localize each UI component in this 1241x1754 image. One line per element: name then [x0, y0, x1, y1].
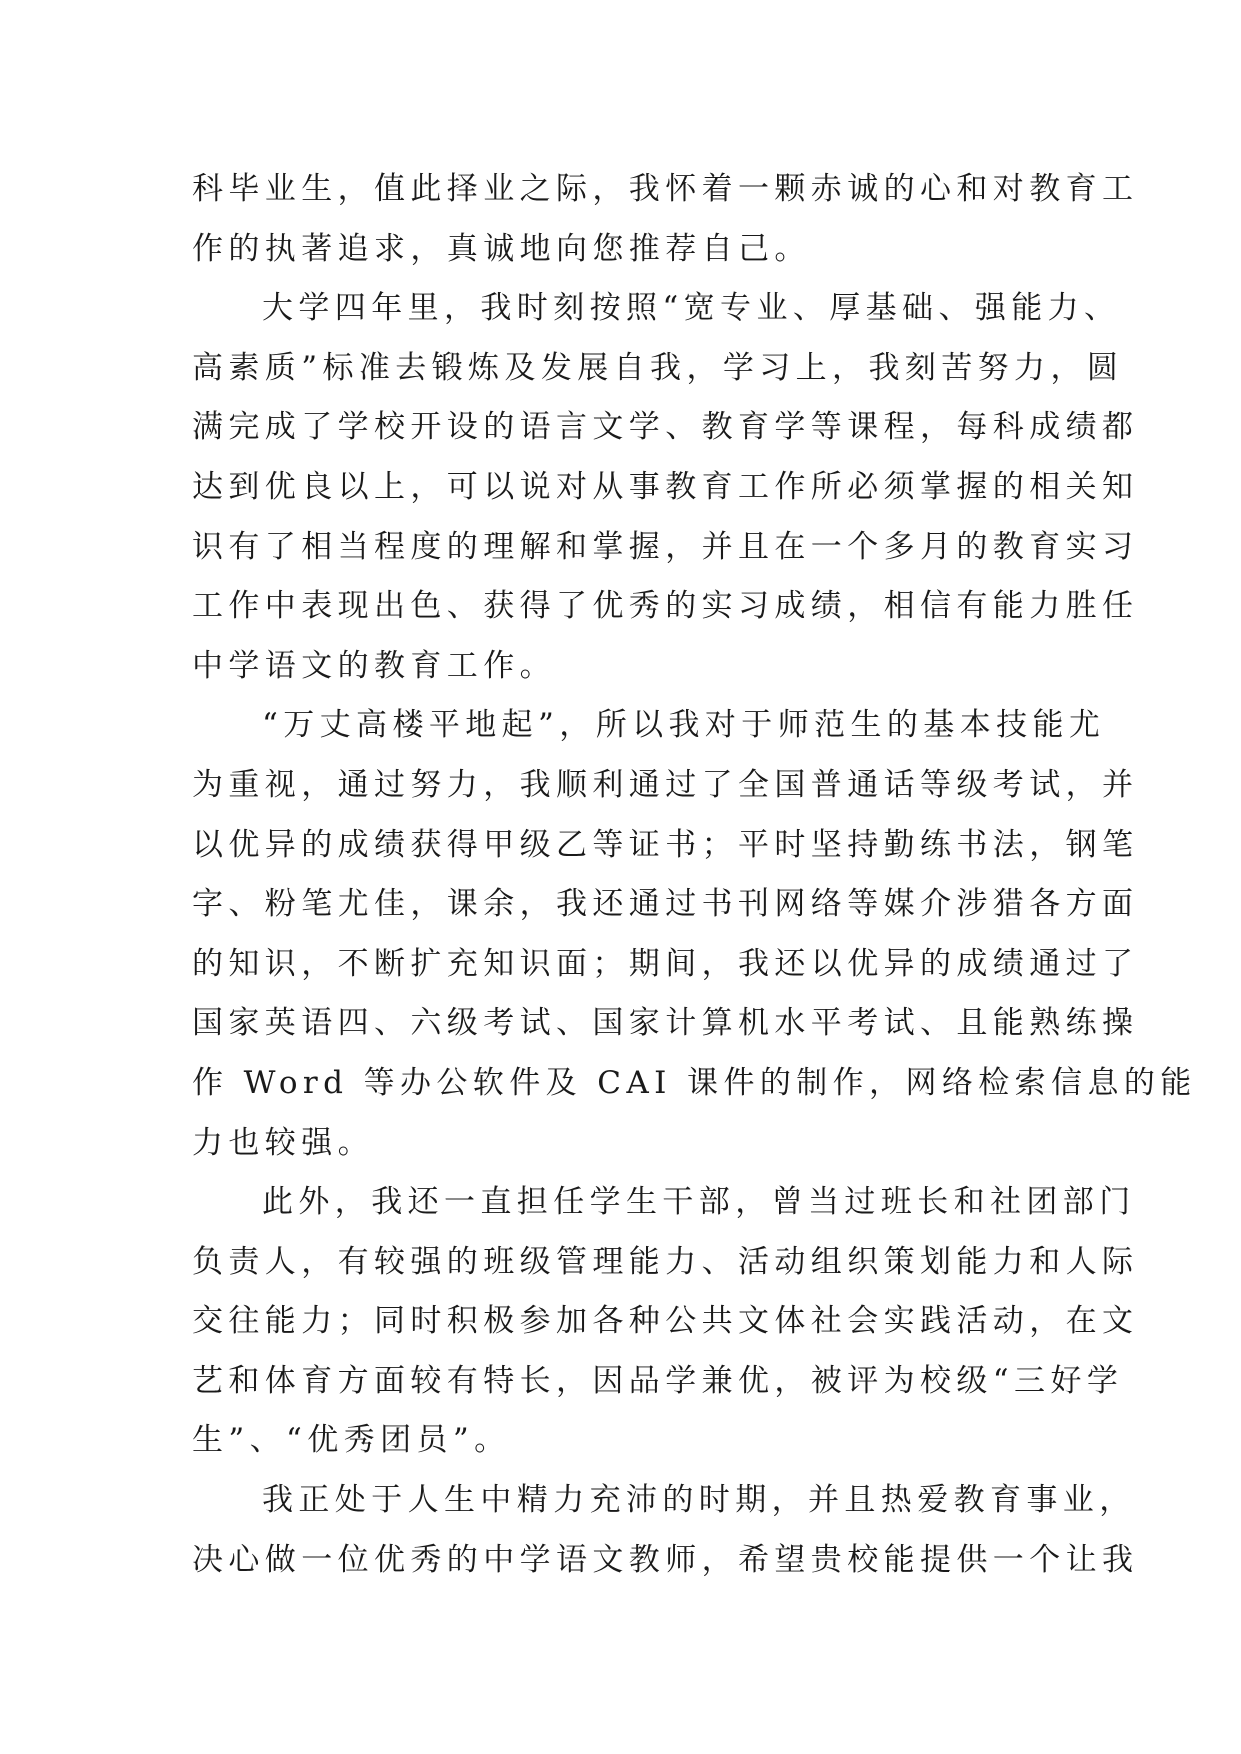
text-line: 字、粉笔尤佳，课余，我还通过书刊网络等媒介涉猎各方面 [192, 886, 1139, 923]
text-line: 的知识，不断扩充知识面；期间，我还以优异的成绩通过了 [192, 945, 1139, 982]
text-line: 科毕业生，值此择业之际，我怀着一颗赤诚的心和对教育工 [192, 171, 1139, 207]
text-line: 决心做一位优秀的中学语文教师，希望贵校能提供一个让我 [192, 1541, 1139, 1578]
text-line: 大学四年里，我时刻按照“宽专业、厚基础、强能力、 [262, 290, 1121, 327]
text-line: 达到优良以上，可以说对从事教育工作所必须掌握的相关知 [192, 468, 1139, 505]
text-line: “万丈高楼平地起”，所以我对于师范生的基本技能尤 [262, 707, 1106, 744]
text-line: 高素质”标准去锻炼及发展自我，学习上，我刻苦努力，圆 [192, 349, 1124, 386]
text-line: 生”、“优秀团员”。 [192, 1422, 511, 1459]
text-line: 作的执著追求，真诚地向您推荐自己。 [192, 230, 811, 267]
text-line: 国家英语四、六级考试、国家计算机水平考试、且能熟练操 [192, 1005, 1139, 1042]
text-line: 交往能力；同时积极参加各种公共文体社会实践活动，在文 [192, 1303, 1139, 1340]
text-line: 中学语文的教育工作。 [192, 647, 556, 684]
letter-body [192, 160, 1197, 1590]
text-line: 为重视，通过努力，我顺利通过了全国普通话等级考试，并 [192, 766, 1139, 803]
text-line: 此外，我还一直担任学生干部，曾当过班长和社团部门 [262, 1184, 1136, 1221]
text-line: 识有了相当程度的理解和掌握，并且在一个多月的教育实习 [192, 528, 1139, 565]
text-line: 工作中表现出色、获得了优秀的实习成绩，相信有能力胜任 [192, 588, 1139, 625]
text-line: 艺和体育方面较有特长，因品学兼优，被评为校级“三好学 [192, 1362, 1124, 1399]
text-line: 我正处于人生中精力充沛的时期，并且热爱教育事业， [262, 1482, 1136, 1519]
text-line: 力也较强。 [192, 1124, 374, 1161]
text-line: 满完成了学校开设的语言文学、教育学等课程，每科成绩都 [192, 409, 1139, 446]
text-line: 作 Word 等办公软件及 CAI 课件的制作，网络检索信息的能 [192, 1064, 1197, 1101]
text-line: 负责人，有较强的班级管理能力、活动组织策划能力和人际 [192, 1243, 1139, 1280]
text-line: 以优异的成绩获得甲级乙等证书；平时坚持勤练书法，钢笔 [192, 826, 1139, 863]
